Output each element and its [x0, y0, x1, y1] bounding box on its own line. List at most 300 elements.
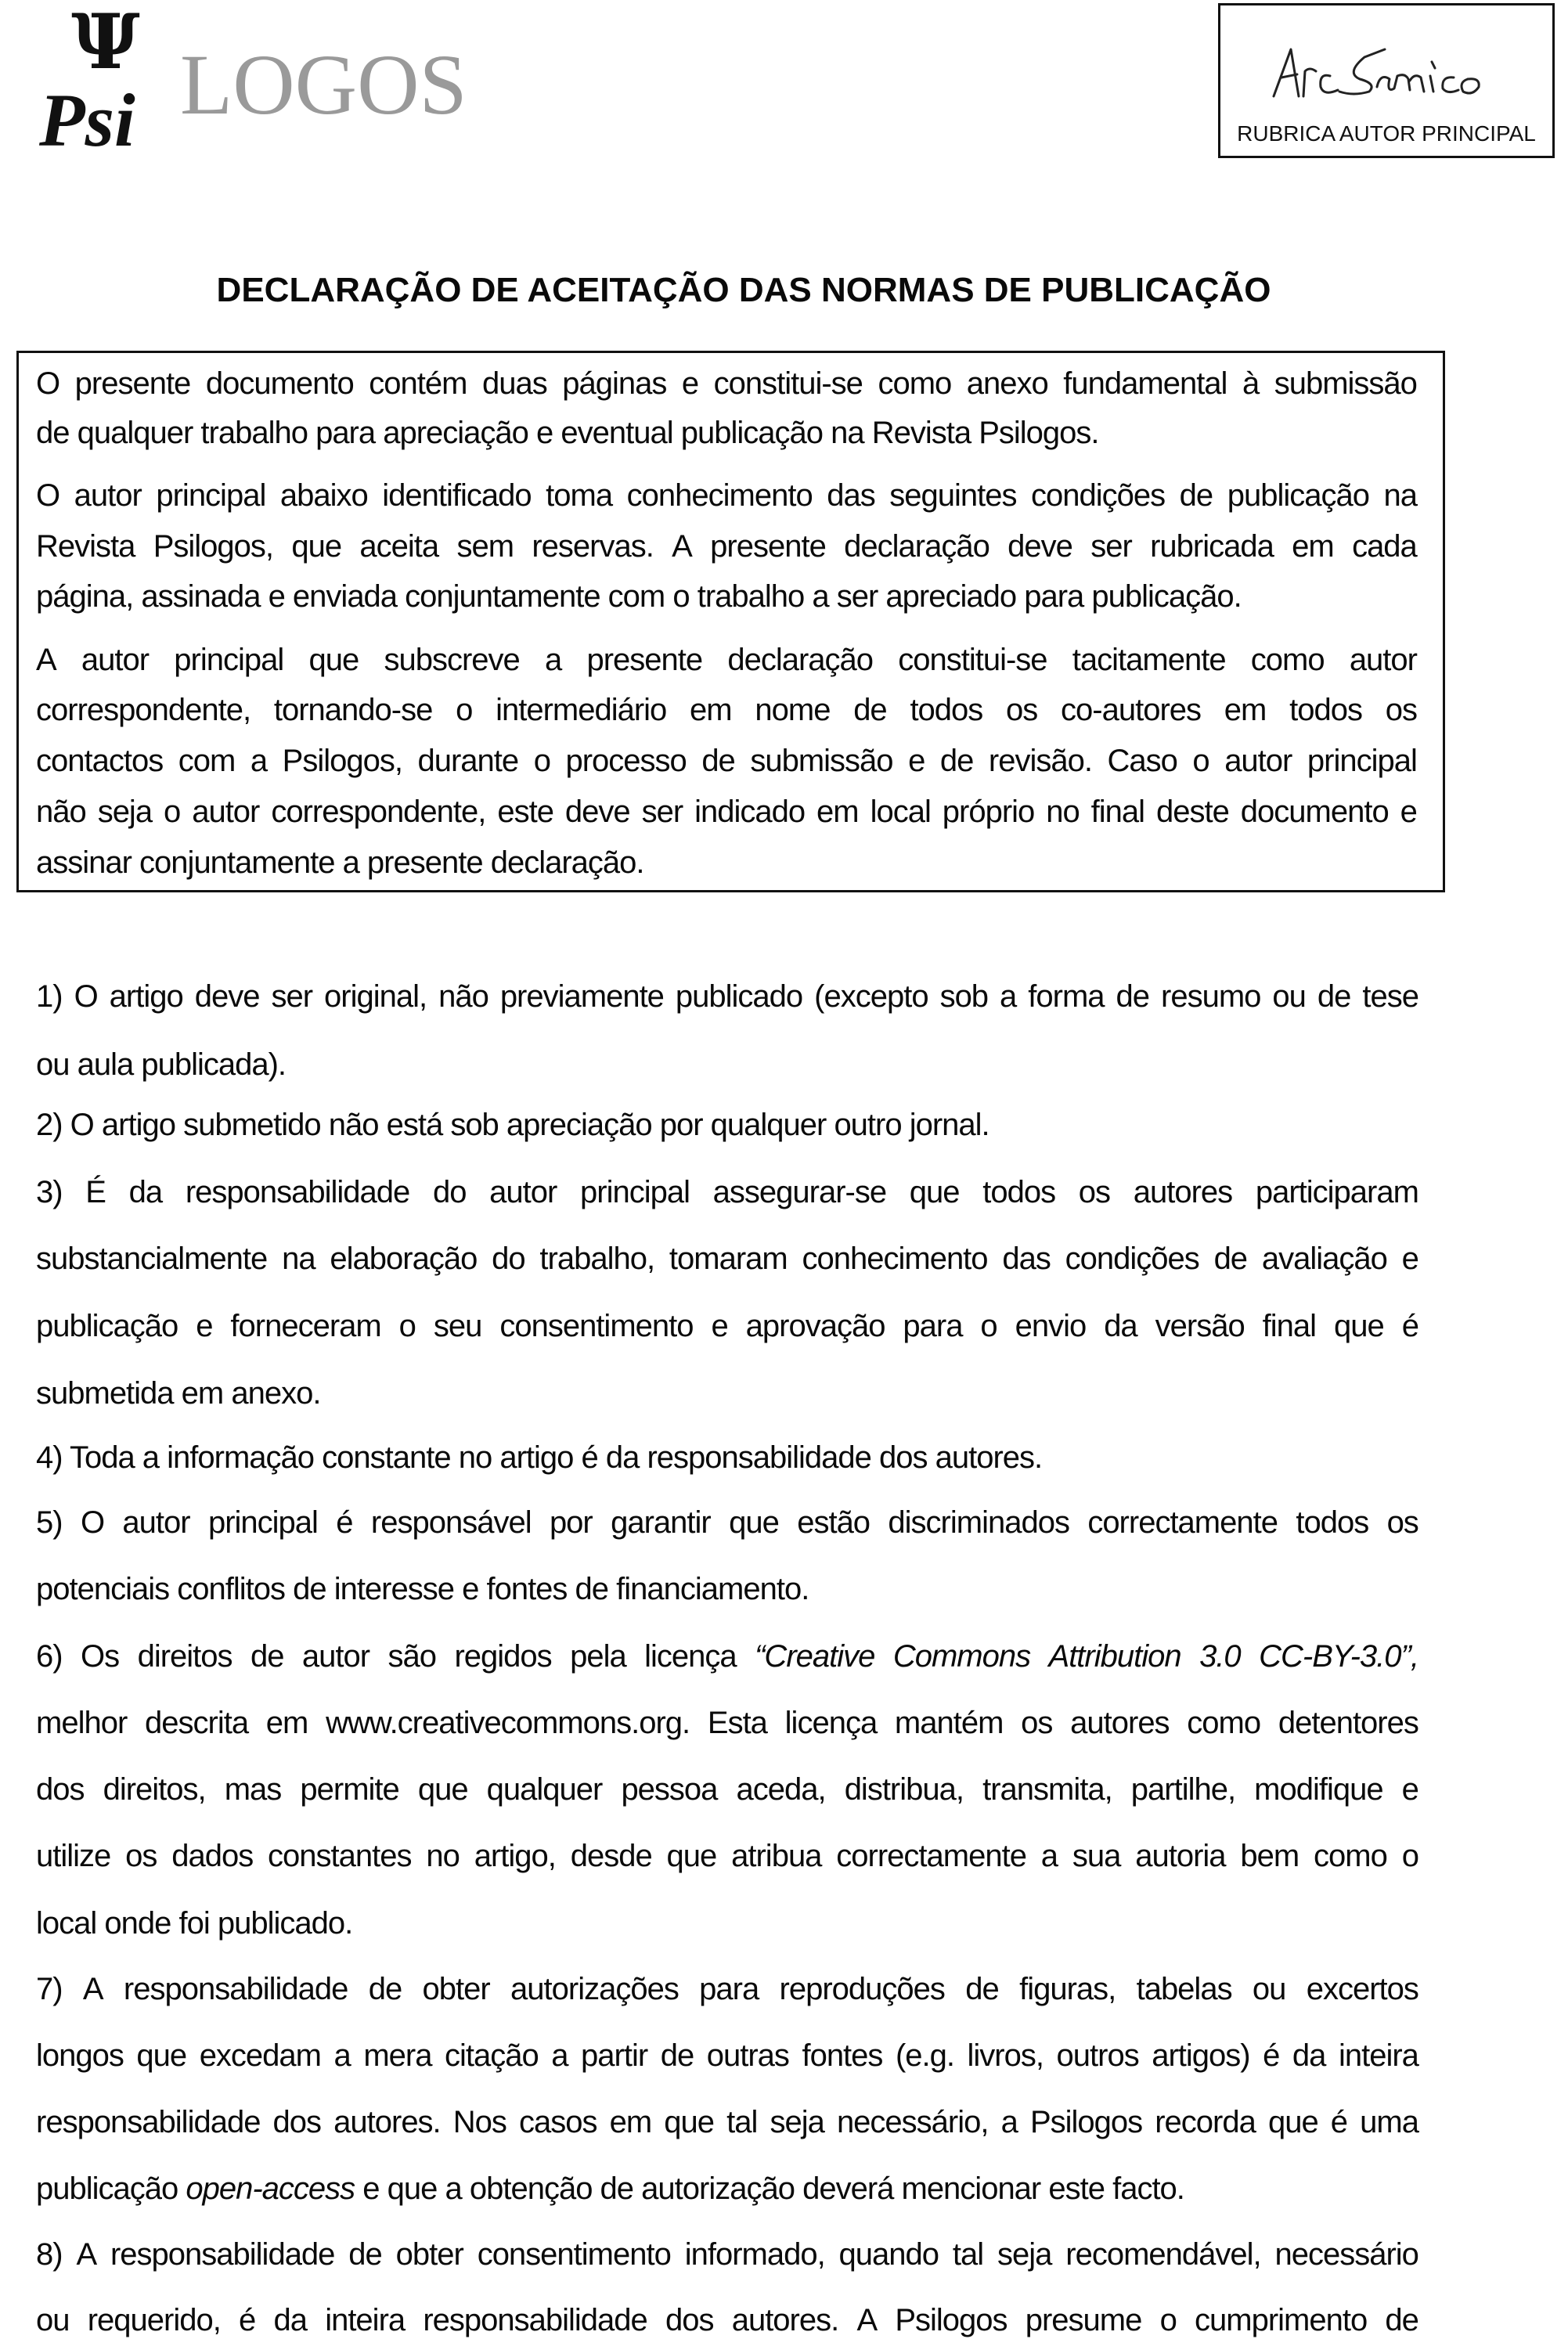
condition-word: O: [80, 1505, 105, 1540]
condition-word: deve: [194, 979, 260, 1014]
condition-line: [36, 1504, 1418, 1541]
condition-word: de: [1116, 979, 1150, 1014]
license-name-word: 3.0: [1199, 1639, 1241, 1674]
condition-word: e: [196, 1309, 213, 1343]
condition-word: o: [980, 1309, 997, 1343]
intro-line: [36, 477, 1417, 514]
condition-word: Nos: [452, 2105, 506, 2139]
condition-line: [36, 1240, 1418, 1278]
intro-word: de: [853, 693, 887, 727]
condition-word: do: [492, 1242, 525, 1276]
condition-word: a: [551, 2038, 568, 2073]
condition-line: [36, 1905, 352, 1942]
intro-word: cada: [1352, 529, 1417, 564]
condition-word: estão: [797, 1505, 871, 1540]
condition-word: é: [1263, 2038, 1280, 2073]
intro-word: e: [908, 744, 925, 778]
condition-word: trabalho,: [539, 1242, 655, 1276]
intro-word: os: [1385, 693, 1417, 727]
intro-line: [36, 528, 1417, 565]
condition-word: dos: [665, 2303, 714, 2337]
intro-word: toma: [546, 478, 613, 513]
condition-word: é: [336, 1505, 353, 1540]
condition-word: forneceram: [230, 1309, 381, 1343]
condition-word: cumprimento: [1195, 2303, 1368, 2337]
condition-word: dados: [171, 1839, 254, 1873]
condition-word: por: [549, 1505, 593, 1540]
intro-word: publicação: [1227, 478, 1369, 513]
condition-word: publicado: [675, 979, 803, 1014]
intro-word: autor: [192, 795, 260, 829]
logo-logos-text: LOGOS: [180, 37, 467, 132]
condition-word: autor: [301, 1639, 370, 1674]
intro-word: declaração: [727, 643, 874, 677]
condition-word: sua: [1072, 1839, 1121, 1873]
condition-word: tal: [952, 2237, 984, 2272]
condition-word: todos: [1296, 1505, 1369, 1540]
condition-line: [36, 1439, 1042, 1476]
open-access-term: open-access: [186, 2171, 355, 2206]
condition-line: [36, 1704, 1418, 1742]
condition-word: autores.: [333, 2105, 441, 2139]
condition-word: da: [1292, 2038, 1326, 2073]
condition-word: permite: [300, 1772, 399, 1807]
condition-word: Esta: [707, 1706, 767, 1740]
condition-word: responsabilidade: [185, 1175, 410, 1209]
condition-word: 6): [36, 1639, 63, 1674]
condition-word: tese: [1362, 979, 1418, 1014]
rubrica-box: [1218, 3, 1555, 158]
condition-word: assegurar-se: [712, 1175, 887, 1209]
condition-line: [36, 978, 1418, 1015]
intro-word: A: [36, 643, 56, 677]
condition-word: mas: [224, 1772, 282, 1807]
condition-word: garantir: [611, 1505, 711, 1540]
condition-word: artigos): [1152, 2038, 1250, 2073]
intro-word: na: [1383, 478, 1417, 513]
condition-word: a: [333, 2038, 351, 2073]
intro-word: fundamental: [1063, 366, 1227, 401]
condition-word: de: [250, 1639, 284, 1674]
condition-word: tomaram: [669, 1242, 788, 1276]
intro-word: seja: [97, 795, 153, 829]
intro-word: indicado: [694, 795, 806, 829]
intro-word: deste: [1155, 795, 1229, 829]
condition-word: 7): [36, 1972, 63, 2006]
condition-word: outros: [1056, 2038, 1139, 2073]
condition-word: forma: [1028, 979, 1105, 1014]
condition-word: autor: [489, 1175, 557, 1209]
intro-word: autor: [1349, 643, 1417, 677]
intro-word: correspondente,: [271, 795, 486, 829]
intro-word: revisão.: [988, 744, 1092, 778]
condition-word: é: [1330, 2105, 1348, 2139]
condition-word: tabelas: [1136, 1972, 1232, 2006]
license-name-word: CC-BY-3.0”,: [1259, 1639, 1418, 1674]
intro-word: que: [308, 643, 359, 677]
intro-word: com: [178, 744, 236, 778]
condition-word: direitos,: [103, 1772, 206, 1807]
condition-word: e: [711, 1309, 728, 1343]
condition-word: autor: [122, 1505, 190, 1540]
condition-line: [36, 2301, 1418, 2339]
condition-word: livros,: [967, 2038, 1044, 2073]
intro-word: correspondente,: [36, 693, 251, 727]
condition-word: bem: [1240, 1839, 1299, 1873]
condition-word: melhor: [36, 1706, 128, 1740]
condition-text: e que a obtenção de autorização deverá mencionar este facto.: [355, 2171, 1184, 2206]
condition-line: [36, 1046, 286, 1083]
condition-word: de: [348, 2237, 382, 2272]
condition-word: descrita: [145, 1706, 249, 1740]
intro-word: condições: [1031, 478, 1166, 513]
condition-line: [36, 1771, 1418, 1808]
intro-word: anexo: [966, 366, 1048, 401]
rubrica-label: RUBRICA AUTOR PRINCIPAL: [1237, 121, 1536, 146]
intro-word: processo: [565, 744, 687, 778]
intro-word: páginas: [562, 366, 667, 401]
condition-word: seu: [433, 1309, 482, 1343]
condition-word: citação: [444, 2038, 539, 2073]
condition-word: como: [1314, 1839, 1387, 1873]
condition-word: artigo: [109, 979, 183, 1014]
condition-word: 3): [36, 1175, 63, 1209]
condition-word: aprovação: [745, 1309, 885, 1343]
condition-word: dos: [272, 2105, 322, 2139]
condition-word: que: [729, 1505, 779, 1540]
condition-word: distribua,: [844, 1772, 964, 1807]
condition-word: o: [1401, 1839, 1418, 1873]
condition-word: de: [965, 1972, 999, 2006]
condition-word: partilhe,: [1130, 1772, 1236, 1807]
condition-word: (excepto: [814, 979, 928, 1014]
condition-word: é: [1401, 1309, 1418, 1343]
condition-word: recomendável,: [1065, 2237, 1261, 2272]
condition-word: transmita,: [982, 1772, 1112, 1807]
intro-word: local: [870, 795, 931, 829]
condition-text: local onde foi publicado.: [36, 1906, 353, 1941]
intro-word: a: [544, 643, 562, 677]
condition-word: longos: [36, 2038, 124, 2073]
intro-word: final: [1090, 795, 1145, 829]
intro-word: A: [672, 529, 692, 564]
condition-word: o: [1159, 2303, 1177, 2337]
intro-word: documento: [205, 366, 354, 401]
condition-word: da: [273, 2303, 307, 2337]
intro-line: página, assinada e enviada conjuntamente com o trabalho a ser apreciado para publicação.: [36, 579, 1242, 614]
condition-word: autores.: [731, 2303, 839, 2337]
intro-word: deve: [1007, 529, 1072, 564]
condition-word: elaboração: [330, 1242, 478, 1276]
condition-word: que: [909, 1175, 960, 1209]
intro-word: constitui-se: [898, 643, 1047, 677]
condition-word: de: [1385, 2303, 1418, 2337]
intro-word: ser: [641, 795, 683, 829]
condition-word: previamente: [499, 979, 664, 1014]
condition-word: no: [426, 1839, 460, 1873]
intro-word: nome: [755, 693, 831, 727]
condition-word: partir: [581, 2038, 648, 2073]
condition-word: reproduções: [779, 1972, 945, 2006]
condition-word: e: [1401, 1772, 1418, 1807]
condition-word: que: [664, 2105, 715, 2139]
condition-line: [36, 1837, 1418, 1875]
condition-line: [36, 1375, 320, 1412]
condition-word: a: [1040, 1839, 1058, 1873]
condition-line: [36, 1307, 1418, 1345]
document-title: DECLARAÇÃO DE ACEITAÇÃO DAS NORMAS DE PUBLICAÇÃO: [216, 271, 1271, 309]
intro-word: o: [1192, 744, 1209, 778]
intro-word: reservas.: [532, 529, 654, 564]
intro-word: os: [1006, 693, 1038, 727]
condition-word: desde: [570, 1839, 652, 1873]
intro-word: contém: [369, 366, 467, 401]
intro-word: Revista: [36, 529, 135, 564]
condition-word: inteira: [1338, 2038, 1418, 2073]
condition-word: outras: [706, 2038, 789, 2073]
condition-word: Psilogos: [895, 2303, 1007, 2337]
condition-text: ou aula publicada).: [36, 1047, 287, 1082]
intro-word: abaixo: [279, 478, 368, 513]
condition-word: quando: [838, 2237, 939, 2272]
intro-line: [36, 742, 1417, 780]
condition-word: os: [1386, 1505, 1418, 1540]
intro-word: principal: [174, 643, 284, 677]
intro-word: sem: [456, 529, 514, 564]
condition-line: [36, 1970, 1418, 2008]
condition-line: [36, 1638, 1418, 1675]
condition-word: e: [1401, 1242, 1418, 1276]
condition-word: pessoa: [621, 1772, 718, 1807]
condition-word: (e.g.: [895, 2038, 954, 2073]
condition-word: responsabilidade: [110, 2237, 335, 2272]
condition-word: correctamente: [1087, 1505, 1278, 1540]
intro-word: presente: [710, 529, 826, 564]
intro-line: assinar conjuntamente a presente declaração.: [36, 845, 644, 880]
condition-line: [36, 1570, 809, 1608]
psi-symbol: Ψ: [71, 6, 140, 78]
condition-line: [36, 2037, 1418, 2074]
license-name-word: Attribution: [1048, 1639, 1181, 1674]
intro-word: presente: [586, 643, 703, 677]
condition-word: são: [387, 1639, 437, 1674]
condition-word: 5): [36, 1505, 63, 1540]
intro-word: todos: [910, 693, 983, 727]
intro-word: co-autores: [1061, 693, 1202, 727]
intro-word: Psilogos,: [282, 744, 402, 778]
condition-word: que: [666, 1839, 717, 1873]
intro-word: aceita: [359, 529, 439, 564]
condition-word: a: [1000, 2105, 1018, 2139]
condition-word: regidos: [454, 1639, 552, 1674]
condition-word: principal: [207, 1505, 318, 1540]
condition-word: Os: [81, 1639, 120, 1674]
condition-word: ou: [1252, 1972, 1286, 2006]
intro-word: este: [497, 795, 553, 829]
condition-word: seja: [997, 2237, 1052, 2272]
condition-word: obter: [422, 1972, 490, 2006]
intro-word: seguintes: [889, 478, 1017, 513]
condition-text: publicação: [36, 2171, 186, 2206]
condition-word: ser: [271, 979, 313, 1014]
condition-word: que: [417, 1772, 468, 1807]
condition-word: em: [265, 1706, 308, 1740]
condition-word: tal: [726, 2105, 758, 2139]
condition-word: original,: [324, 979, 427, 1014]
intro-word: o: [456, 693, 473, 727]
intro-word: o: [533, 744, 550, 778]
condition-word: que: [1334, 1309, 1384, 1343]
intro-word: não: [36, 795, 86, 829]
condition-word: discriminados: [888, 1505, 1069, 1540]
condition-word: aceda,: [736, 1772, 826, 1807]
intro-word: em: [1224, 693, 1267, 727]
intro-word: durante: [417, 744, 519, 778]
license-name-word: Commons: [892, 1639, 1031, 1674]
condition-word: figuras,: [1019, 1972, 1116, 2006]
condition-word: avaliação: [1261, 1242, 1387, 1276]
condition-word: requerido,: [87, 2303, 221, 2337]
intro-word: das: [827, 478, 875, 513]
condition-word: responsabilidade: [36, 2105, 261, 2139]
intro-word: declaração: [844, 529, 989, 564]
condition-text: 4) Toda a informação constante no artigo é da responsabilidade dos autores.: [36, 1440, 1043, 1475]
condition-word: artigo,: [474, 1839, 556, 1873]
intro-word: subscreve: [384, 643, 520, 677]
condition-word: de: [1317, 979, 1351, 1014]
intro-word: que: [291, 529, 342, 564]
intro-line: [36, 793, 1417, 831]
condition-word: Psilogos: [1029, 2105, 1143, 2139]
condition-word: mantém: [894, 1706, 1004, 1740]
psilogos-logo: [23, 6, 524, 163]
condition-word: www.creativecommons.org.: [326, 1706, 690, 1740]
intro-word: ser: [1090, 529, 1132, 564]
condition-word: os: [1078, 1175, 1111, 1209]
condition-word: modifique: [1254, 1772, 1383, 1807]
condition-word: qualquer: [486, 1772, 603, 1807]
condition-word: como: [1187, 1706, 1261, 1740]
intro-line: [36, 641, 1417, 679]
condition-word: utilize: [36, 1839, 111, 1873]
condition-word: detentores: [1278, 1706, 1418, 1740]
condition-word: A: [856, 2303, 878, 2337]
condition-word: presume: [1025, 2303, 1142, 2337]
condition-word: os: [1021, 1706, 1053, 1740]
intro-word: submissão: [750, 744, 893, 778]
intro-word: documento: [1240, 795, 1389, 829]
intro-word: constitui-se: [713, 366, 863, 401]
intro-word: autor: [1224, 744, 1292, 778]
intro-word: O: [36, 478, 60, 513]
condition-word: pela: [570, 1639, 626, 1674]
intro-word: de: [939, 744, 974, 778]
condition-word: versão: [1155, 1309, 1245, 1343]
intro-word: e: [1400, 795, 1417, 829]
condition-word: excedam: [199, 2038, 321, 2073]
condition-line: [36, 2103, 1418, 2141]
condition-word: fontes: [802, 2038, 883, 2073]
condition-line: [36, 1173, 1418, 1211]
condition-word: necessário: [1274, 2237, 1418, 2272]
condition-line: [36, 1106, 989, 1144]
intro-word: em: [816, 795, 859, 829]
intro-word: conhecimento: [626, 478, 813, 513]
condition-word: é: [239, 2303, 256, 2337]
intro-word: Psilogos,: [153, 529, 274, 564]
condition-text: submetida em anexo.: [36, 1376, 321, 1411]
intro-word: o: [164, 795, 181, 829]
condition-word: envio: [1015, 1309, 1087, 1343]
intro-line: [36, 365, 1417, 402]
condition-word: direitos: [137, 1639, 232, 1674]
intro-word: principal: [156, 478, 266, 513]
condition-word: em: [609, 2105, 652, 2139]
intro-word: de: [701, 744, 735, 778]
intro-word: a: [250, 744, 268, 778]
condition-word: conhecimento: [802, 1242, 988, 1276]
intro-word: tornando-se: [273, 693, 433, 727]
condition-word: 1): [36, 979, 63, 1014]
condition-word: informado,: [684, 2237, 825, 2272]
condition-word: das: [1002, 1242, 1051, 1276]
intro-word: Caso: [1107, 744, 1177, 778]
condition-word: substancialmente: [36, 1242, 268, 1276]
condition-word: não: [438, 979, 488, 1014]
intro-line: de qualquer trabalho para apreciação e eventual publicação na Revista Psilogos.: [36, 416, 1099, 450]
condition-word: que: [1267, 2105, 1318, 2139]
intro-word: no: [1046, 795, 1080, 829]
condition-word: de: [1213, 1242, 1248, 1276]
intro-word: de: [1179, 478, 1213, 513]
intro-word: rubricada: [1150, 529, 1274, 564]
condition-word: da: [128, 1175, 163, 1209]
intro-word: intermediário: [496, 693, 667, 727]
intro-word: tacitamente: [1072, 643, 1226, 677]
condition-word: os: [125, 1839, 157, 1873]
condition-word: inteira: [325, 2303, 406, 2337]
condition-word: resumo: [1161, 979, 1261, 1014]
condition-word: atribua: [731, 1839, 822, 1873]
condition-word: consentimento: [477, 2237, 671, 2272]
condition-word: correctamente: [836, 1839, 1026, 1873]
intro-word: autor: [81, 643, 150, 677]
intro-word: submissão: [1274, 366, 1417, 401]
license-name-word: “Creative: [755, 1639, 875, 1674]
intro-word: O: [36, 366, 60, 401]
condition-word: autores: [1070, 1706, 1170, 1740]
intro-word: principal: [1307, 744, 1417, 778]
condition-text: potenciais conflitos de interesse e fontes de financiamento.: [36, 1572, 809, 1606]
condition-word: condições: [1065, 1242, 1199, 1276]
condition-word: uma: [1360, 2105, 1418, 2139]
condition-word: dos: [36, 1772, 85, 1807]
condition-text: 2) O artigo submetido não está sob apreciação por qualquer outro jornal.: [36, 1108, 989, 1142]
logo-psi-text: Psi: [39, 78, 135, 162]
condition-word: licença: [644, 1639, 737, 1674]
condition-word: 8): [36, 2237, 63, 2272]
condition-word: principal: [580, 1175, 690, 1209]
condition-word: responsabilidade: [423, 2303, 647, 2337]
intro-word: autor: [74, 478, 142, 513]
condition-word: a: [1000, 979, 1017, 1014]
intro-word: todos: [1289, 693, 1362, 727]
condition-word: que: [136, 2038, 187, 2073]
condition-word: participaram: [1255, 1175, 1418, 1209]
intro-word: e: [681, 366, 699, 401]
condition-word: na: [282, 1242, 315, 1276]
condition-word: recorda: [1155, 2105, 1256, 2139]
